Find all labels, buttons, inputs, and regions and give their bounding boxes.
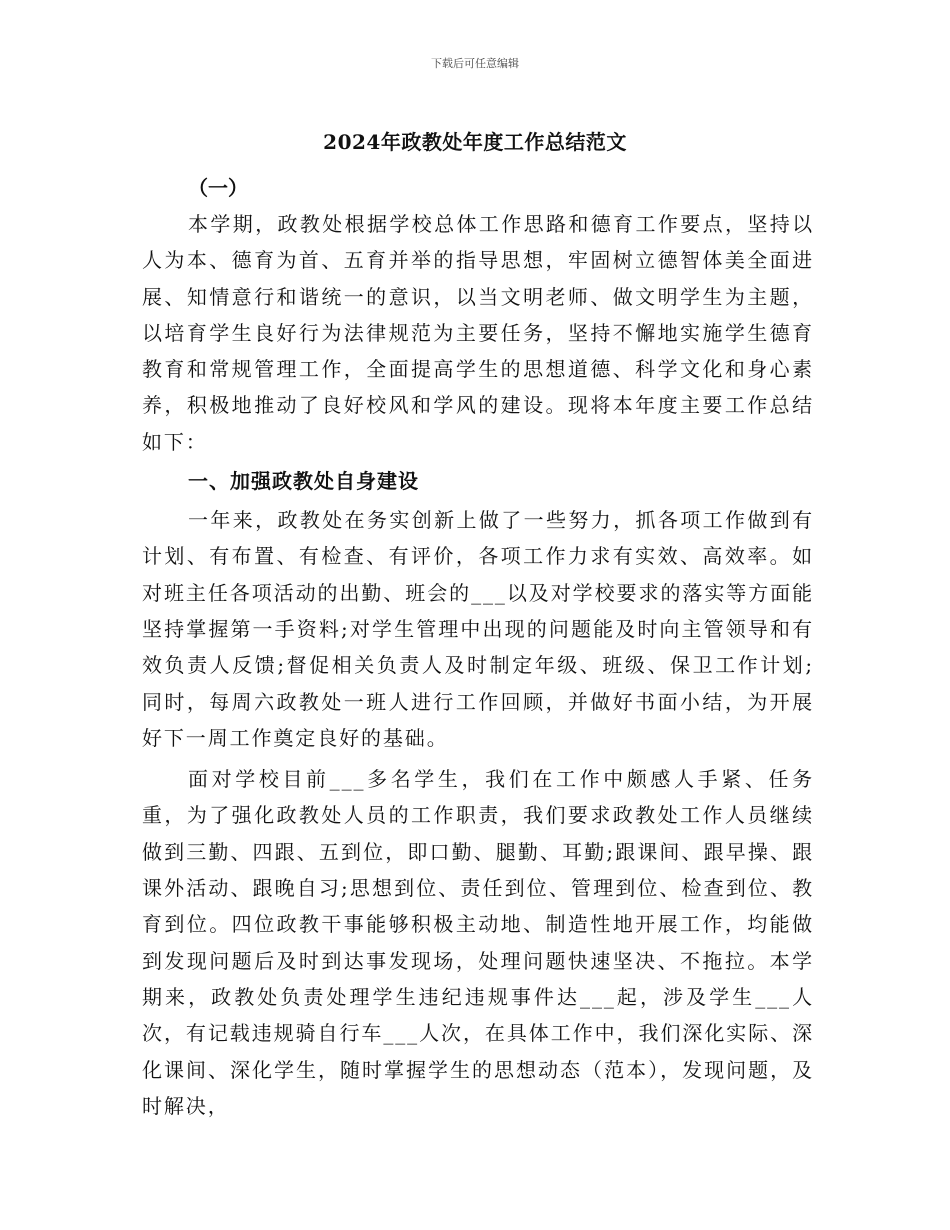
header-note: 下载后可任意编辑 xyxy=(431,57,519,70)
document-body xyxy=(142,170,814,1124)
document-title: 2024年政教处年度工作总结范文 xyxy=(323,130,627,154)
section-heading: 一、加强政教处自身建设 xyxy=(188,469,419,494)
body-paragraph: 一年来，政教处在务实创新上做了一些努力，抓各项工作做到有计划、有布置、有检查、有评价，各项工作力求有实效、高效率。如对班主任各项活动的出勤、班会的___以及对学校要求的落实等方面能坚持掌握第一手资料;对学生管理中出现的问题能及时向主管领导和有效负责人反馈;督促相关负责人及时制定年级、班级、保卫工作计划;同时，每周六政教处一班人进行工作回顾，并做好书面小结，为开展好下一周工作奠定良好的基础。 xyxy=(142,508,814,750)
body-paragraph: 面对学校目前___多名学生，我们在工作中颇感人手紧、任务重，为了强化政教处人员的工作职责，我们要求政教处工作人员继续做到三勤、四跟、五到位，即口勤、腿勤、耳勤;跟课间、跟早操、跟课外活动、跟晚自习;思想到位、责任到位、管理到位、检查到位、教育到位。四位政教干事能够积极主动地、制造性地开展工作，均能做到发现问题后及时到达事发现场，处理问题快速坚决、不拖拉。本学期来，政教处负责处理学生违纪违规事件达___起，涉及学生___人次，有记载违规骑自行车___人次，在具体工作中，我们深化实际、深化课间、深化学生，随时掌握学生的思想动态（范本），发现问题，及时解决， xyxy=(142,767,814,1118)
intro-paragraph: 本学期，政教处根据学校总体工作思路和德育工作要点，坚持以人为本、德育为首、五育并举的指导思想，牢固树立德智体美全面进展、知情意行和谐统一的意识，以当文明老师、做文明学生为主题，以培育学生良好行为法律规范为主要任务，坚持不懈地实施学生德育教育和常规管理工作，全面提高学生的思想道德、科学文化和身心素养，积极地推动了良好校风和学风的建设。现将本年度主要工作总结如下： xyxy=(142,212,814,454)
section-marker: （一） xyxy=(188,176,248,200)
